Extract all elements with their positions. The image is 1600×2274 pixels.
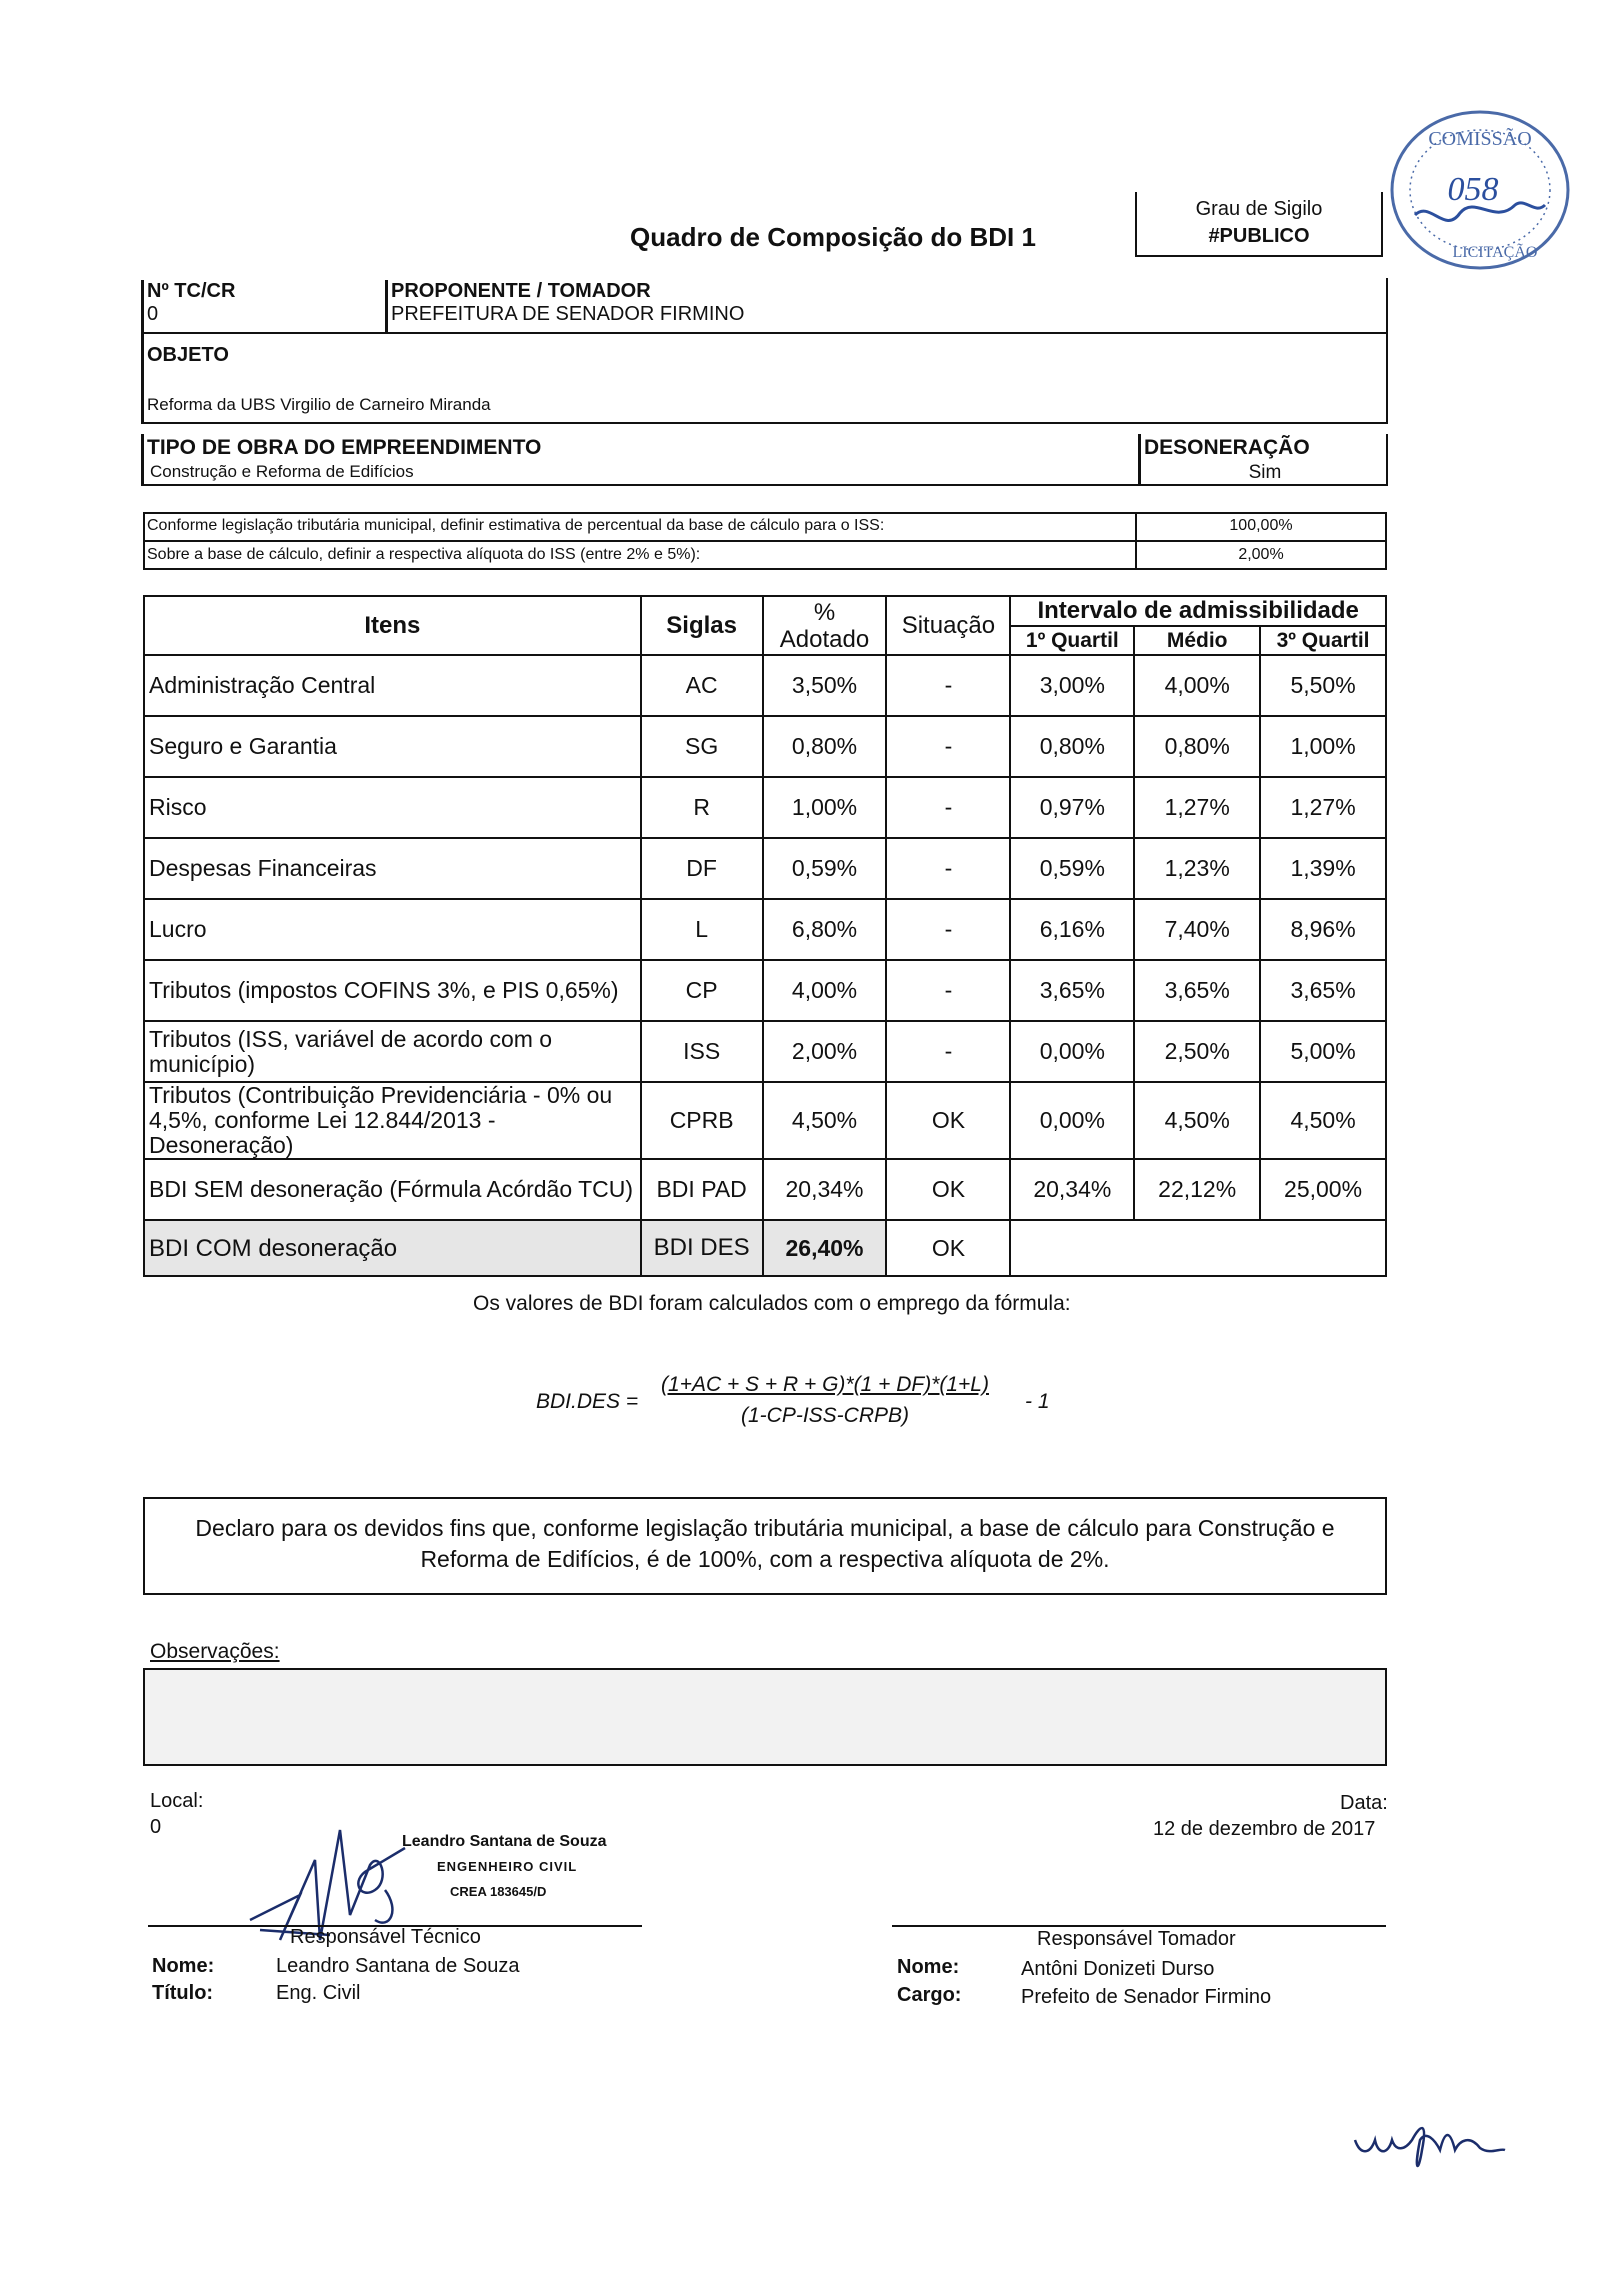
- row-q1: 0,80%: [1010, 716, 1134, 777]
- desoneracao-value: Sim: [1248, 462, 1282, 483]
- table-row: [144, 1021, 1386, 1082]
- row-sigla: AC: [641, 655, 763, 716]
- header-adotado: [763, 596, 887, 655]
- row-q1: 6,16%: [1010, 899, 1134, 960]
- document-title: Quadro de Composição do BDI 1: [630, 222, 1036, 252]
- sigilo-label: Grau de Sigilo: [1195, 198, 1323, 220]
- local-value: 0: [150, 1816, 162, 1838]
- nome-value: Leandro Santana de Souza: [276, 1955, 520, 1977]
- row-item: Seguro e Garantia: [144, 716, 641, 777]
- row-situacao: -: [886, 838, 1010, 899]
- header-situacao: Situação: [886, 596, 1010, 655]
- row-medio: 22,12%: [1134, 1159, 1260, 1220]
- row-q1: 0,00%: [1010, 1021, 1134, 1082]
- row-medio: 2,50%: [1134, 1021, 1260, 1082]
- table-row: [144, 838, 1386, 899]
- stamp-bottom-text: LICITAÇÃO: [1452, 244, 1538, 261]
- row-item: Risco: [144, 777, 641, 838]
- total-item: BDI COM desoneração: [144, 1220, 641, 1276]
- header-intervalo: Intervalo de admissibilidade: [1010, 596, 1386, 626]
- row-item: Tributos (impostos COFINS 3%, e PIS 0,65%): [144, 960, 641, 1021]
- row-medio: 4,00%: [1134, 655, 1260, 716]
- row-q3: 1,00%: [1260, 716, 1386, 777]
- formula-lhs: BDI.DES =: [536, 1390, 639, 1413]
- row-medio: 4,50%: [1134, 1082, 1260, 1159]
- declaration-box: [143, 1497, 1387, 1595]
- row-adotado: 1,00%: [763, 777, 887, 838]
- row-q1: 3,00%: [1010, 655, 1134, 716]
- row-q3: 5,00%: [1260, 1021, 1386, 1082]
- row-situacao: -: [886, 655, 1010, 716]
- desoneracao-field: [1138, 434, 1389, 484]
- row-item: Administração Central: [144, 655, 641, 716]
- total-row: [144, 1220, 1386, 1276]
- data-value: 12 de dezembro de 2017: [1153, 1818, 1376, 1840]
- row-adotado: 20,34%: [763, 1159, 887, 1220]
- formula-intro: Os valores de BDI foram calculados com o emprego da fórmula:: [473, 1292, 1071, 1315]
- tipo-value: Construção e Reforma de Edifícios: [150, 462, 414, 481]
- row-situacao: -: [886, 777, 1010, 838]
- cargo-value: Prefeito de Senador Firmino: [1021, 1986, 1272, 2008]
- row-q1: 0,59%: [1010, 838, 1134, 899]
- objeto-box: [141, 334, 1388, 424]
- row-adotado: 4,50%: [763, 1082, 887, 1159]
- header-q3: 3º Quartil: [1260, 626, 1386, 655]
- titulo-value: Eng. Civil: [276, 1982, 361, 2004]
- header-q1: 1º Quartil: [1010, 626, 1134, 655]
- row-q1: 20,34%: [1010, 1159, 1134, 1220]
- total-sigla: BDI DES: [641, 1220, 763, 1276]
- proponente-label: PROPONENTE / TOMADOR: [391, 280, 651, 302]
- rubric-signature: [1350, 2110, 1510, 2180]
- local-label: Local:: [150, 1790, 204, 1812]
- header-adotado-label: Adotado: [779, 625, 870, 653]
- row-sigla: SG: [641, 716, 763, 777]
- formula-numerator: (1+AC + S + R + G)*(1 + DF)*(1+L): [661, 1373, 989, 1396]
- row-adotado: 0,80%: [763, 716, 887, 777]
- row-adotado: 3,50%: [763, 655, 887, 716]
- stamp-number: 058: [1447, 171, 1499, 208]
- iss-line-1: Conforme legislação tributária municipal, definir estimativa de percentual da base de cálculo para o ISS:: [147, 517, 885, 534]
- row-q1: 0,97%: [1010, 777, 1134, 838]
- tc-label: Nº TC/CR: [147, 280, 236, 302]
- table-row: [144, 777, 1386, 838]
- table-row: [144, 655, 1386, 716]
- table-row: [144, 1082, 1386, 1159]
- row-adotado: 6,80%: [763, 899, 887, 960]
- row-situacao: OK: [886, 1082, 1010, 1159]
- bdi-table: [143, 595, 1387, 1277]
- observacoes-label: Observações:: [150, 1640, 280, 1663]
- row-item: Tributos (Contribuição Previdenciária - 0% ou 4,5%, conforme Lei 12.844/2013 - Desoneração): [144, 1082, 641, 1159]
- declaration-text: Declaro para os devidos fins que, conforme legislação tributária municipal, a base de cálculo para Construção e Reforma de Edifícios, é de 100%, com a respectiva alíquota de 2%.: [195, 1515, 1335, 1572]
- formula-denominator: (1-CP-ISS-CRPB): [740, 1404, 909, 1427]
- total-situacao: OK: [886, 1220, 1010, 1276]
- proponente-field: [385, 280, 744, 332]
- row-adotado: 4,00%: [763, 960, 887, 1021]
- row-q3: 1,39%: [1260, 838, 1386, 899]
- row-adotado: 2,00%: [763, 1021, 887, 1082]
- tipo-label: TIPO DE OBRA DO EMPREENDIMENTO: [147, 436, 542, 459]
- iss-value-1: 100,00%: [1229, 517, 1293, 534]
- row-sigla: L: [641, 899, 763, 960]
- observacoes-box: [143, 1668, 1387, 1766]
- row-situacao: -: [886, 899, 1010, 960]
- signature-stamp-name: Leandro Santana de Souza: [402, 1833, 607, 1850]
- row-q3: 25,00%: [1260, 1159, 1386, 1220]
- row-medio: 1,27%: [1134, 777, 1260, 838]
- row-medio: 0,80%: [1134, 716, 1260, 777]
- row-q1: 3,65%: [1010, 960, 1134, 1021]
- row-q3: 4,50%: [1260, 1082, 1386, 1159]
- row-medio: 3,65%: [1134, 960, 1260, 1021]
- row-q3: 8,96%: [1260, 899, 1386, 960]
- nome2-value: Antôni Donizeti Durso: [1021, 1958, 1215, 1980]
- header-adotado-pct: %: [813, 598, 836, 626]
- row-item: Lucro: [144, 899, 641, 960]
- sign-line-tomador: [892, 1925, 1386, 1927]
- row-q3: 3,65%: [1260, 960, 1386, 1021]
- row-sigla: R: [641, 777, 763, 838]
- sigilo-value: #PUBLICO: [1208, 225, 1310, 247]
- info-box-1: [141, 278, 1388, 334]
- nome2-label: Nome:: [897, 1956, 960, 1978]
- titulo-label: Título:: [152, 1982, 214, 2004]
- row-item: BDI SEM desoneração (Fórmula Acórdão TCU): [144, 1159, 641, 1220]
- row-item: Despesas Financeiras: [144, 838, 641, 899]
- row-sigla: CPRB: [641, 1082, 763, 1159]
- sigilo-box: [1135, 192, 1383, 257]
- row-medio: 7,40%: [1134, 899, 1260, 960]
- objeto-label: OBJETO: [147, 344, 229, 366]
- row-item: Tributos (ISS, variável de acordo com o município): [144, 1021, 641, 1082]
- total-empty: [1010, 1220, 1386, 1276]
- objeto-value: Reforma da UBS Virgilio de Carneiro Miranda: [147, 395, 491, 414]
- header-itens: Itens: [144, 596, 641, 655]
- tc-field: [141, 280, 235, 332]
- row-sigla: DF: [641, 838, 763, 899]
- tc-value: 0: [147, 303, 159, 325]
- table-row: [144, 960, 1386, 1021]
- row-medio: 1,23%: [1134, 838, 1260, 899]
- row-adotado: 0,59%: [763, 838, 887, 899]
- signature-stamp-crea: CREA 183645/D: [450, 1884, 547, 1899]
- resp-tomador-label: Responsável Tomador: [1037, 1928, 1236, 1950]
- row-sigla: BDI PAD: [641, 1159, 763, 1220]
- stamp-top-text: COMISSÃO: [1428, 128, 1532, 150]
- header-medio: Médio: [1134, 626, 1260, 655]
- row-situacao: -: [886, 960, 1010, 1021]
- nome-label: Nome:: [152, 1955, 215, 1977]
- row-sigla: ISS: [641, 1021, 763, 1082]
- row-sigla: CP: [641, 960, 763, 1021]
- commission-stamp: [1385, 105, 1575, 275]
- row-q1: 0,00%: [1010, 1082, 1134, 1159]
- table-row: [144, 899, 1386, 960]
- row-situacao: -: [886, 1021, 1010, 1082]
- formula-suffix: - 1: [1025, 1390, 1050, 1413]
- table-row: [144, 1159, 1386, 1220]
- header-siglas: Siglas: [641, 596, 763, 655]
- row-q3: 1,27%: [1260, 777, 1386, 838]
- desoneracao-label: DESONERAÇÃO: [1144, 436, 1310, 459]
- cargo-label: Cargo:: [897, 1984, 962, 2006]
- proponente-value: PREFEITURA DE SENADOR FIRMINO: [391, 303, 745, 325]
- data-label: Data:: [1340, 1792, 1388, 1814]
- signature-stamp-role: ENGENHEIRO CIVIL: [437, 1859, 578, 1874]
- row-situacao: OK: [886, 1159, 1010, 1220]
- total-adotado: 26,40%: [763, 1220, 887, 1276]
- table-row: [144, 716, 1386, 777]
- iss-value-2: 2,00%: [1238, 546, 1284, 563]
- resp-tecnico-label: Responsável Técnico: [290, 1926, 481, 1948]
- iss-line-2: Sobre a base de cálculo, definir a respectiva alíquota do ISS (entre 2% e 5%):: [147, 546, 701, 563]
- row-situacao: -: [886, 716, 1010, 777]
- row-q3: 5,50%: [1260, 655, 1386, 716]
